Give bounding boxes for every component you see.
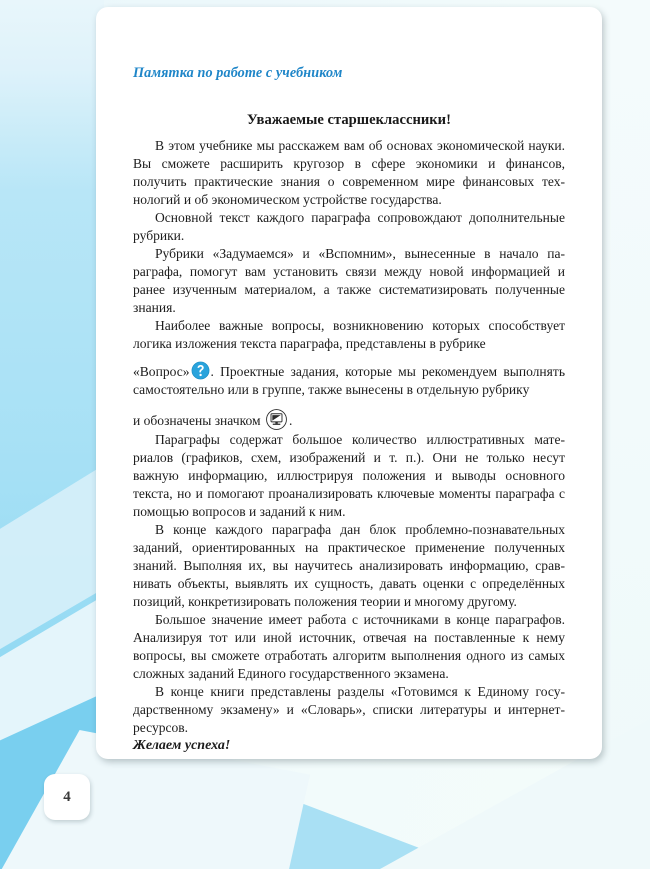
question-mark-circle-icon bbox=[191, 361, 210, 380]
rubric-title: Памятка по работе с учебником bbox=[133, 65, 343, 81]
paragraph: Наиболее важные вопросы, возникновению которых способствует логика изложения текста параграфа, представлены в рубрике bbox=[133, 318, 565, 351]
question-rubric-tail: . Проектные задания, которые мы рекомендуем выполнять самостоятельно или в группе, также вынесены в отдельную рубрику bbox=[133, 364, 565, 397]
paragraph-with-monitor-icon bbox=[133, 399, 565, 431]
closing-wish: Желаем успеха! bbox=[133, 738, 231, 753]
content-column bbox=[133, 7, 565, 759]
computer-monitor-circle-icon bbox=[265, 408, 288, 431]
paragraph: В конце каждого параграфа дан блок проблемно-познавательных заданий, ориентированных на практическое применение полученных знаний. Выполняя их, вы научитесь анализировать информацию, сравнивать объекты, выявлять их сущность, давать оценки с определённых позиций, конкретизировать положения теории и многому другому. bbox=[133, 522, 565, 609]
monitor-rubric-tail: . bbox=[288, 413, 293, 428]
monitor-rubric-prefix: и обозначены значком bbox=[133, 413, 261, 428]
page-number-badge: 4 bbox=[44, 774, 90, 820]
salutation-heading: Уважаемые старшеклассники! bbox=[247, 112, 451, 128]
question-rubric-name: «Вопрос» bbox=[133, 364, 190, 379]
paragraph: Параграфы содержат большое количество иллюстративных материалов (графиков, схем, изображений и т. п.). Они не только несут важную информацию, иллюстрируя положения и выводы основного текста, но и помогают проанализировать ключевые моменты параграфа с помощью вопросов и заданий к ним. bbox=[133, 432, 565, 519]
paragraph: В этом учебнике мы расскажем вам об основах экономической науки. Вы сможете расширить кругозор в сфере экономики и финансов, получить практические знания о современном мире финансовых технологий и об экономическом устройстве государства. bbox=[133, 138, 565, 207]
body-text-block bbox=[133, 137, 565, 755]
paragraph: Основной текст каждого параграфа сопровождают дополнительные рубрики. bbox=[133, 210, 565, 243]
paragraph: Рубрики «Задумаемся» и «Вспомним», вынесенные в начало параграфа, помогут вам установить связи между новой информацией и ранее изученным материалом, а также систематизировать полученные знания. bbox=[133, 246, 565, 315]
paragraph-with-question-icon bbox=[133, 353, 565, 399]
content-sheet bbox=[96, 7, 602, 759]
paragraph: В конце книги представлены разделы «Готовимся к Единому государственному экзамену» и «Словарь», списки литературы и интернет-ресурсов. bbox=[133, 684, 565, 735]
paragraph: Большое значение имеет работа с источниками в конце параграфов. Анализируя тот или иной источник, отвечая на поставленные к нему вопросы, вы сможете отработать алгоритм выполнения одного из самых сложных заданий Единого государственного экзамена. bbox=[133, 612, 565, 681]
